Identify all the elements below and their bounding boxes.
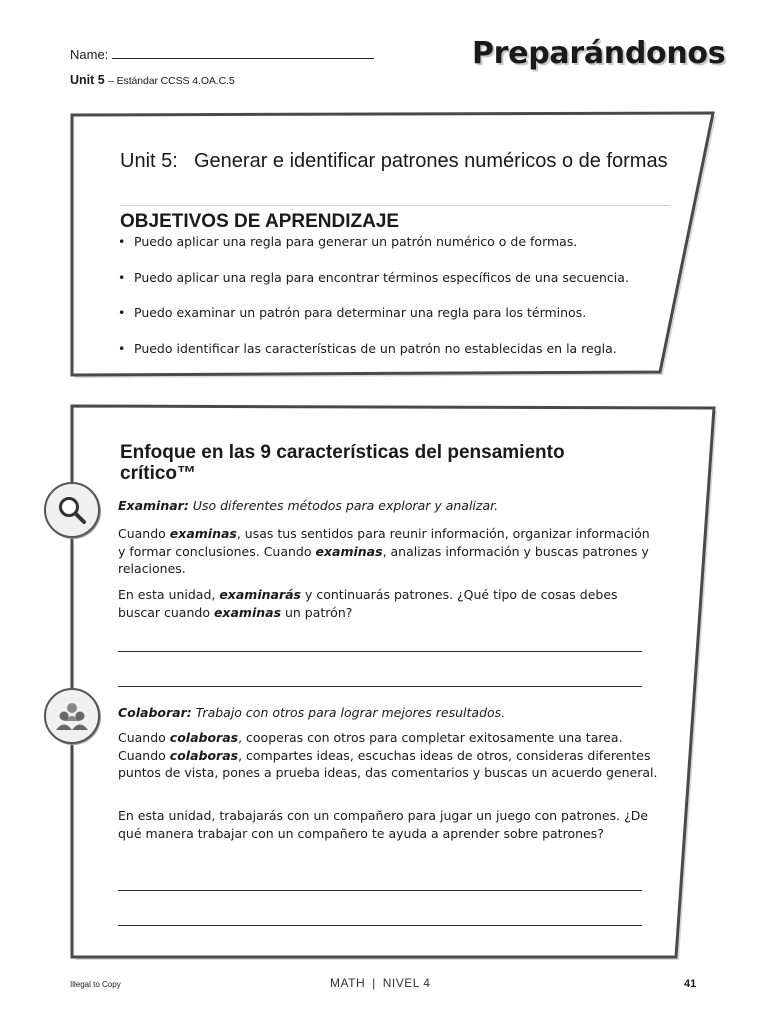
text-run: Cuando (118, 526, 170, 541)
footer-subject: MATH (330, 976, 366, 990)
objectives-heading: OBJETIVOS DE APRENDIZAJE (120, 211, 400, 232)
objective-item: • Puedo aplicar una regla para encontrar términos específicos de una secuencia. (118, 270, 678, 306)
text-run: , usas tus sentidos para reunir información, organizar información y formar conclusiones. Cuando (118, 526, 650, 559)
collaborate-label: Colaborar: (118, 705, 192, 720)
text-run: Cuando (118, 730, 170, 745)
footer-separator: | (372, 976, 376, 990)
objective-item: • Puedo aplicar una regla para generar un patrón numérico o de formas. (118, 234, 678, 270)
magnifier-icon (44, 482, 100, 538)
keyword: examinarás (219, 587, 301, 602)
objectives-list (118, 234, 678, 376)
keyword: examinas (213, 604, 282, 620)
examine-tagline-text: Uso diferentes métodos para explorar y analizar. (192, 498, 499, 513)
text-run: En esta unidad, (118, 587, 220, 602)
unit-title (120, 150, 680, 173)
answer-line[interactable] (118, 651, 642, 652)
copyright-note: Illegal to Copy (70, 980, 121, 989)
examine-paragraph-2 (118, 586, 658, 621)
keyword: colaboras (169, 747, 239, 763)
brand-logo: Preparándonos (472, 36, 726, 71)
focus-heading: Enfoque en las 9 características del pensamiento crítico™ (120, 442, 565, 484)
keyword: colaboras (169, 730, 239, 745)
text-run: , analizas información y buscas patrones y relaciones. (118, 543, 649, 576)
unit-title-text: Generar e identificar patrones numéricos o de formas (194, 150, 668, 172)
collaborate-tagline-text: Trabajo con otros para lograr mejores resultados. (195, 705, 506, 720)
examine-paragraph-1 (118, 525, 658, 578)
text-run: , compartes ideas, escuchas ideas de otros, consideras diferentes puntos de vista, pones a prueba ideas, das comentarios y buscas un acuerdo general. (118, 747, 658, 780)
collaborate-paragraph-1 (118, 729, 658, 782)
collaborate-tagline (118, 704, 658, 722)
keyword: examinas (315, 543, 383, 559)
text-run: y continuarás patrones. ¿Qué tipo de cosas debes buscar cuando (118, 587, 618, 620)
keyword: examinas (169, 526, 237, 541)
text-run: un patrón? (281, 604, 353, 620)
collaborate-paragraph-2: En esta unidad, trabajarás con un compañero para jugar un juego con patrones. ¿De qué manera trabajar con un compañero te ayuda a aprender sobre patrones? (118, 808, 649, 841)
page-number: 41 (684, 978, 697, 990)
answer-line[interactable] (118, 686, 642, 687)
title-divider (120, 205, 670, 206)
objective-item: • Puedo identificar las características de un patrón no establecidas en la regla. (118, 341, 678, 377)
people-icon (44, 688, 100, 744)
name-label: Name: (70, 47, 109, 62)
footer-level: NIVEL 4 (382, 976, 431, 990)
answer-line[interactable] (118, 890, 642, 891)
examine-label: Examinar: (118, 498, 189, 513)
text-run: , cooperas con otros para completar exitosamente una tarea. Cuando (118, 730, 623, 763)
unit-number: Unit 5: (120, 150, 178, 172)
answer-line[interactable] (118, 925, 642, 926)
examine-tagline (118, 497, 658, 515)
footer-series (330, 976, 430, 990)
focus-box-frame (72, 406, 714, 957)
unit-label: Unit 5 (70, 73, 105, 87)
objective-item: • Puedo examinar un patrón para determinar una regla para los términos. (118, 305, 678, 341)
standard-label: – Estándar CCSS 4.OA.C.5 (108, 75, 235, 87)
